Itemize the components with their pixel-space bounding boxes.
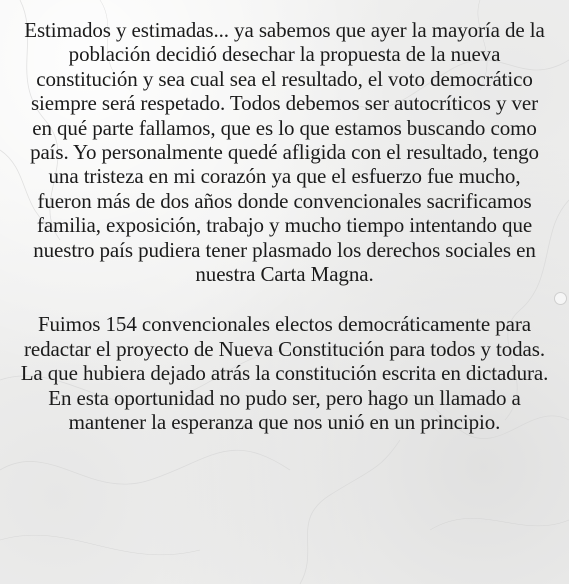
paragraph-1: Estimados y estimadas... ya sabemos que ayer la mayoría de la población decidió desechar la propuesta de la nueva constitución y sea cual sea el resultado, el voto democrático siempre será respetado. Todos debemos ser autocríticos y ver en qué parte fallamos, que es lo que estamos buscando como país. Yo personalmente quedé afligida con el resultado, tengo una tristeza en mi corazón ya que el esfuerzo fue mucho, fueron más de dos años donde convencionales sacrificamos familia, exposición, trabajo y mucho tiempo intentando que nuestro país pudiera tener plasmado los derechos sociales en nuestra Carta Magna. xyxy=(24,18,545,287)
post-text xyxy=(20,18,549,435)
paragraph-2: Fuimos 154 convencionales electos democráticamente para redactar el proyecto de Nueva Constitución para todos y todas. La que hubiera dejado atrás la constitución escrita en dictadura. En esta oportunidad no pudo ser, pero hago un llamado a mantener la esperanza que nos unió en un principio. xyxy=(20,312,549,435)
ring-icon[interactable] xyxy=(554,292,567,305)
